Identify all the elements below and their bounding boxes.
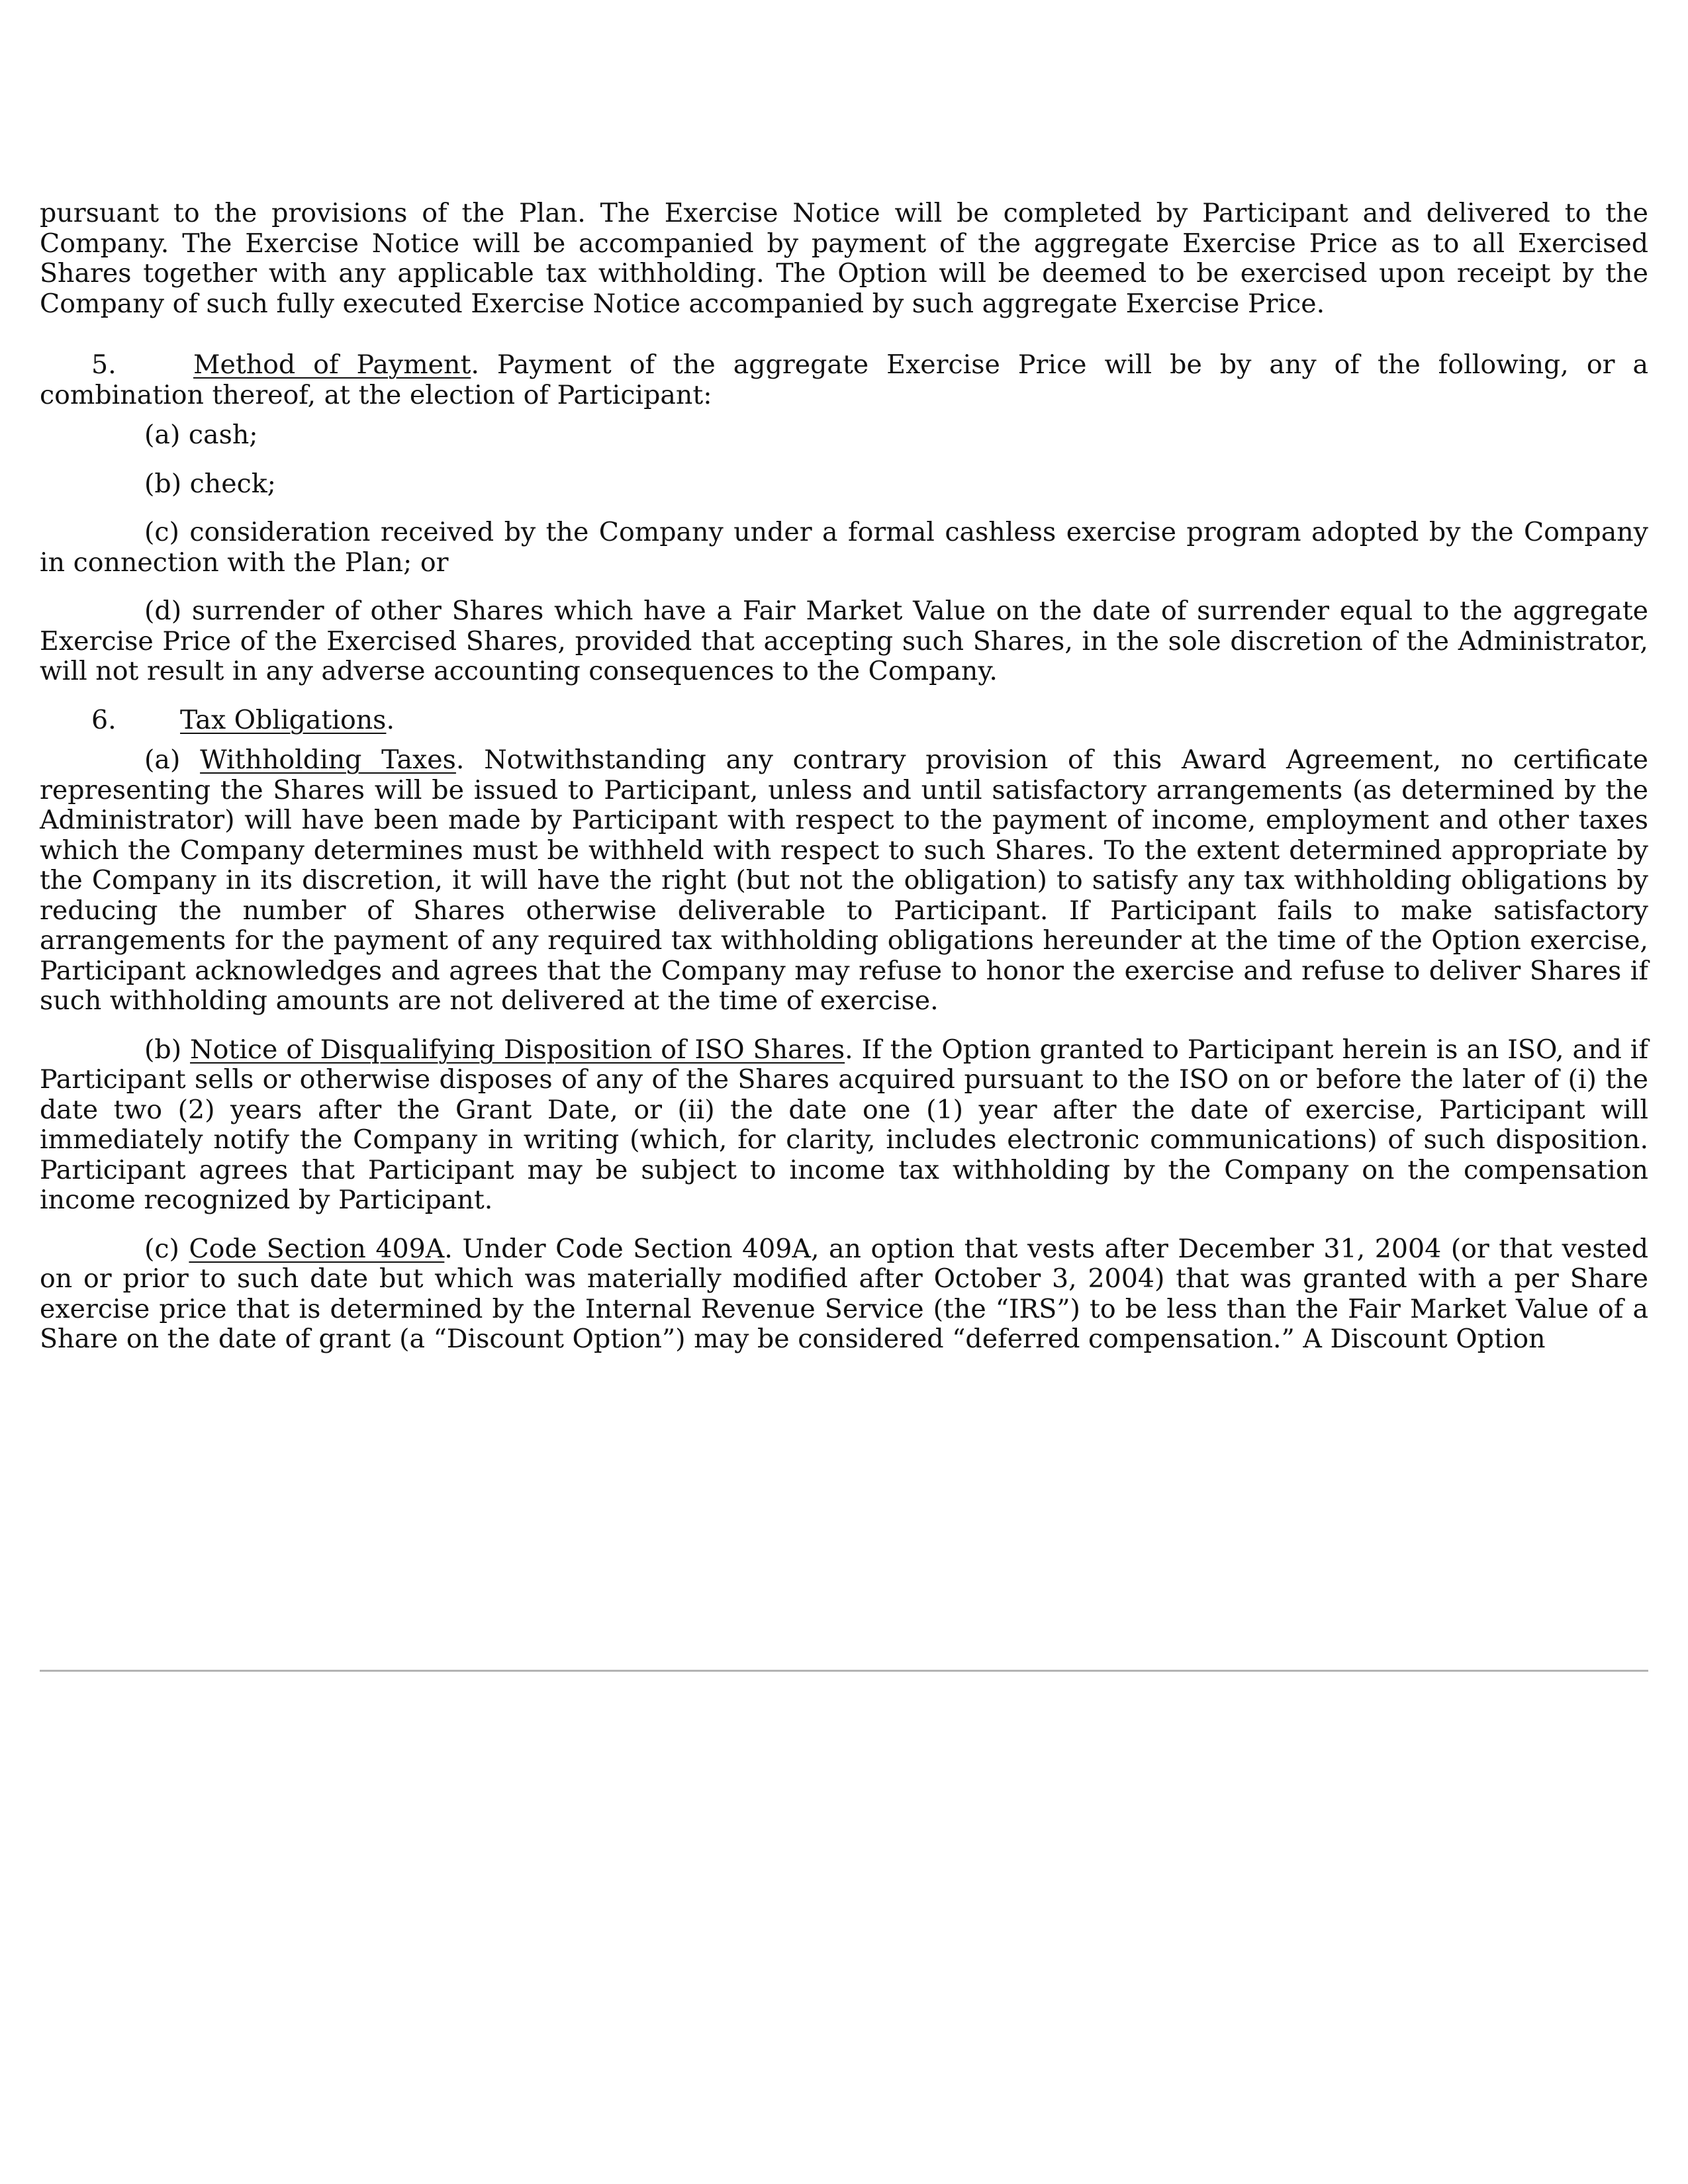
section-6c-text: . Under Code Section 409A, an option that vests after December 31, 2004 (or that vested on or prior to such date but which was materially modified after October 3, 2004) that was granted with a per Share exercise price that is determined by the Internal Revenue Service (the “IRS”) to be less than the Fair Market Value of a Share on the date of grant (a “Discount Option”) may be considered “deferred compensation.” A Discount Option — [40, 1233, 1649, 1354]
section-5-number: 5. — [91, 349, 117, 380]
payment-item-b: (b) check; — [144, 468, 276, 499]
section-6a-label: (a) — [144, 745, 201, 775]
payment-item-c: (c) consideration received by the Company under a formal cashless exercise program adopted by the Company in connection with the Plan; or — [40, 517, 1648, 578]
section-6-number: 6. — [91, 704, 117, 735]
section-6b-heading: Notice of Disqualifying Disposition of ISO Shares — [190, 1034, 845, 1065]
section-6-heading: Tax Obligations — [180, 704, 387, 735]
section-6b-paragraph — [40, 1035, 1648, 1216]
section-5-text: . Payment of the aggregate Exercise Price will be by any of the following, or a combination thereof, at the election of Participant: — [40, 349, 1649, 410]
section-6c-heading: Code Section 409A — [189, 1233, 445, 1264]
section-6c-paragraph — [40, 1234, 1648, 1355]
section-6a-heading: Withholding Taxes — [200, 745, 456, 775]
section-6b-text: . If the Option granted to Participant herein is an ISO, and if Participant sells or otherwise disposes of any of the Shares acquired pursuant to the ISO on or before the later of (i) the date two (2) years after the Grant Date, or (ii) the date one (1) year after the date of exercise, Participant will immediately notify the Company in writing (which, for clarity, includes electronic communications) of such disposition. Participant agrees that Participant may be subject to income tax withholding by the Company on the compensation income recognized by Participant. — [40, 1034, 1648, 1215]
section-6b-label: (b) — [144, 1034, 191, 1065]
intro-paragraph: pursuant to the provisions of the Plan. The Exercise Notice will be completed by Participant and delivered to the Company. The Exercise Notice will be accompanied by payment of the aggregate Exercise Price as to all Exercised Shares together with any applicable tax withholding. The Option will be deemed to be exercised upon receipt by the Company of such fully executed Exercise Notice accompanied by such aggregate Exercise Price. — [40, 198, 1648, 319]
section-6a-text: . Notwithstanding any contrary provision of this Award Agreement, no certificate representing the Shares will be issued to Participant, unless and until satisfactory arrangements (as determined by the Administrator) will have been made by Participant with respect to the payment of income, employment and other taxes which the Company determines must be withheld with respect to such Shares. To the extent determined appropriate by the Company in its discretion, it will have the right (but not the obligation) to satisfy any tax withholding obligations by reducing the number of Shares otherwise deliverable to Participant. If Participant fails to make satisfactory arrangements for the payment of any required tax withholding obligations hereunder at the time of the Option exercise, Participant acknowledges and agrees that the Company may refuse to honor the exercise and refuse to deliver Shares if such withholding amounts are not delivered at the time of exercise. — [40, 745, 1648, 1016]
section-5-paragraph — [40, 350, 1648, 410]
section-6a-paragraph — [40, 745, 1648, 1017]
section-6c-label: (c) — [144, 1233, 189, 1264]
payment-item-a: (a) cash; — [144, 420, 258, 450]
document-page — [40, 199, 1648, 1355]
page-divider — [40, 1670, 1648, 1672]
section-6-heading-line — [40, 705, 1648, 736]
section-6-heading-end: . — [386, 704, 395, 735]
section-5-heading: Method of Payment — [193, 349, 471, 380]
payment-item-d: (d) surrender of other Shares which have a Fair Market Value on the date of surrender equal to the aggregate Exercise Price of the Exercised Shares, provided that accepting such Shares, in the sole discretion of the Administrator, will not result in any adverse accounting consequences to the Company. — [40, 596, 1648, 686]
